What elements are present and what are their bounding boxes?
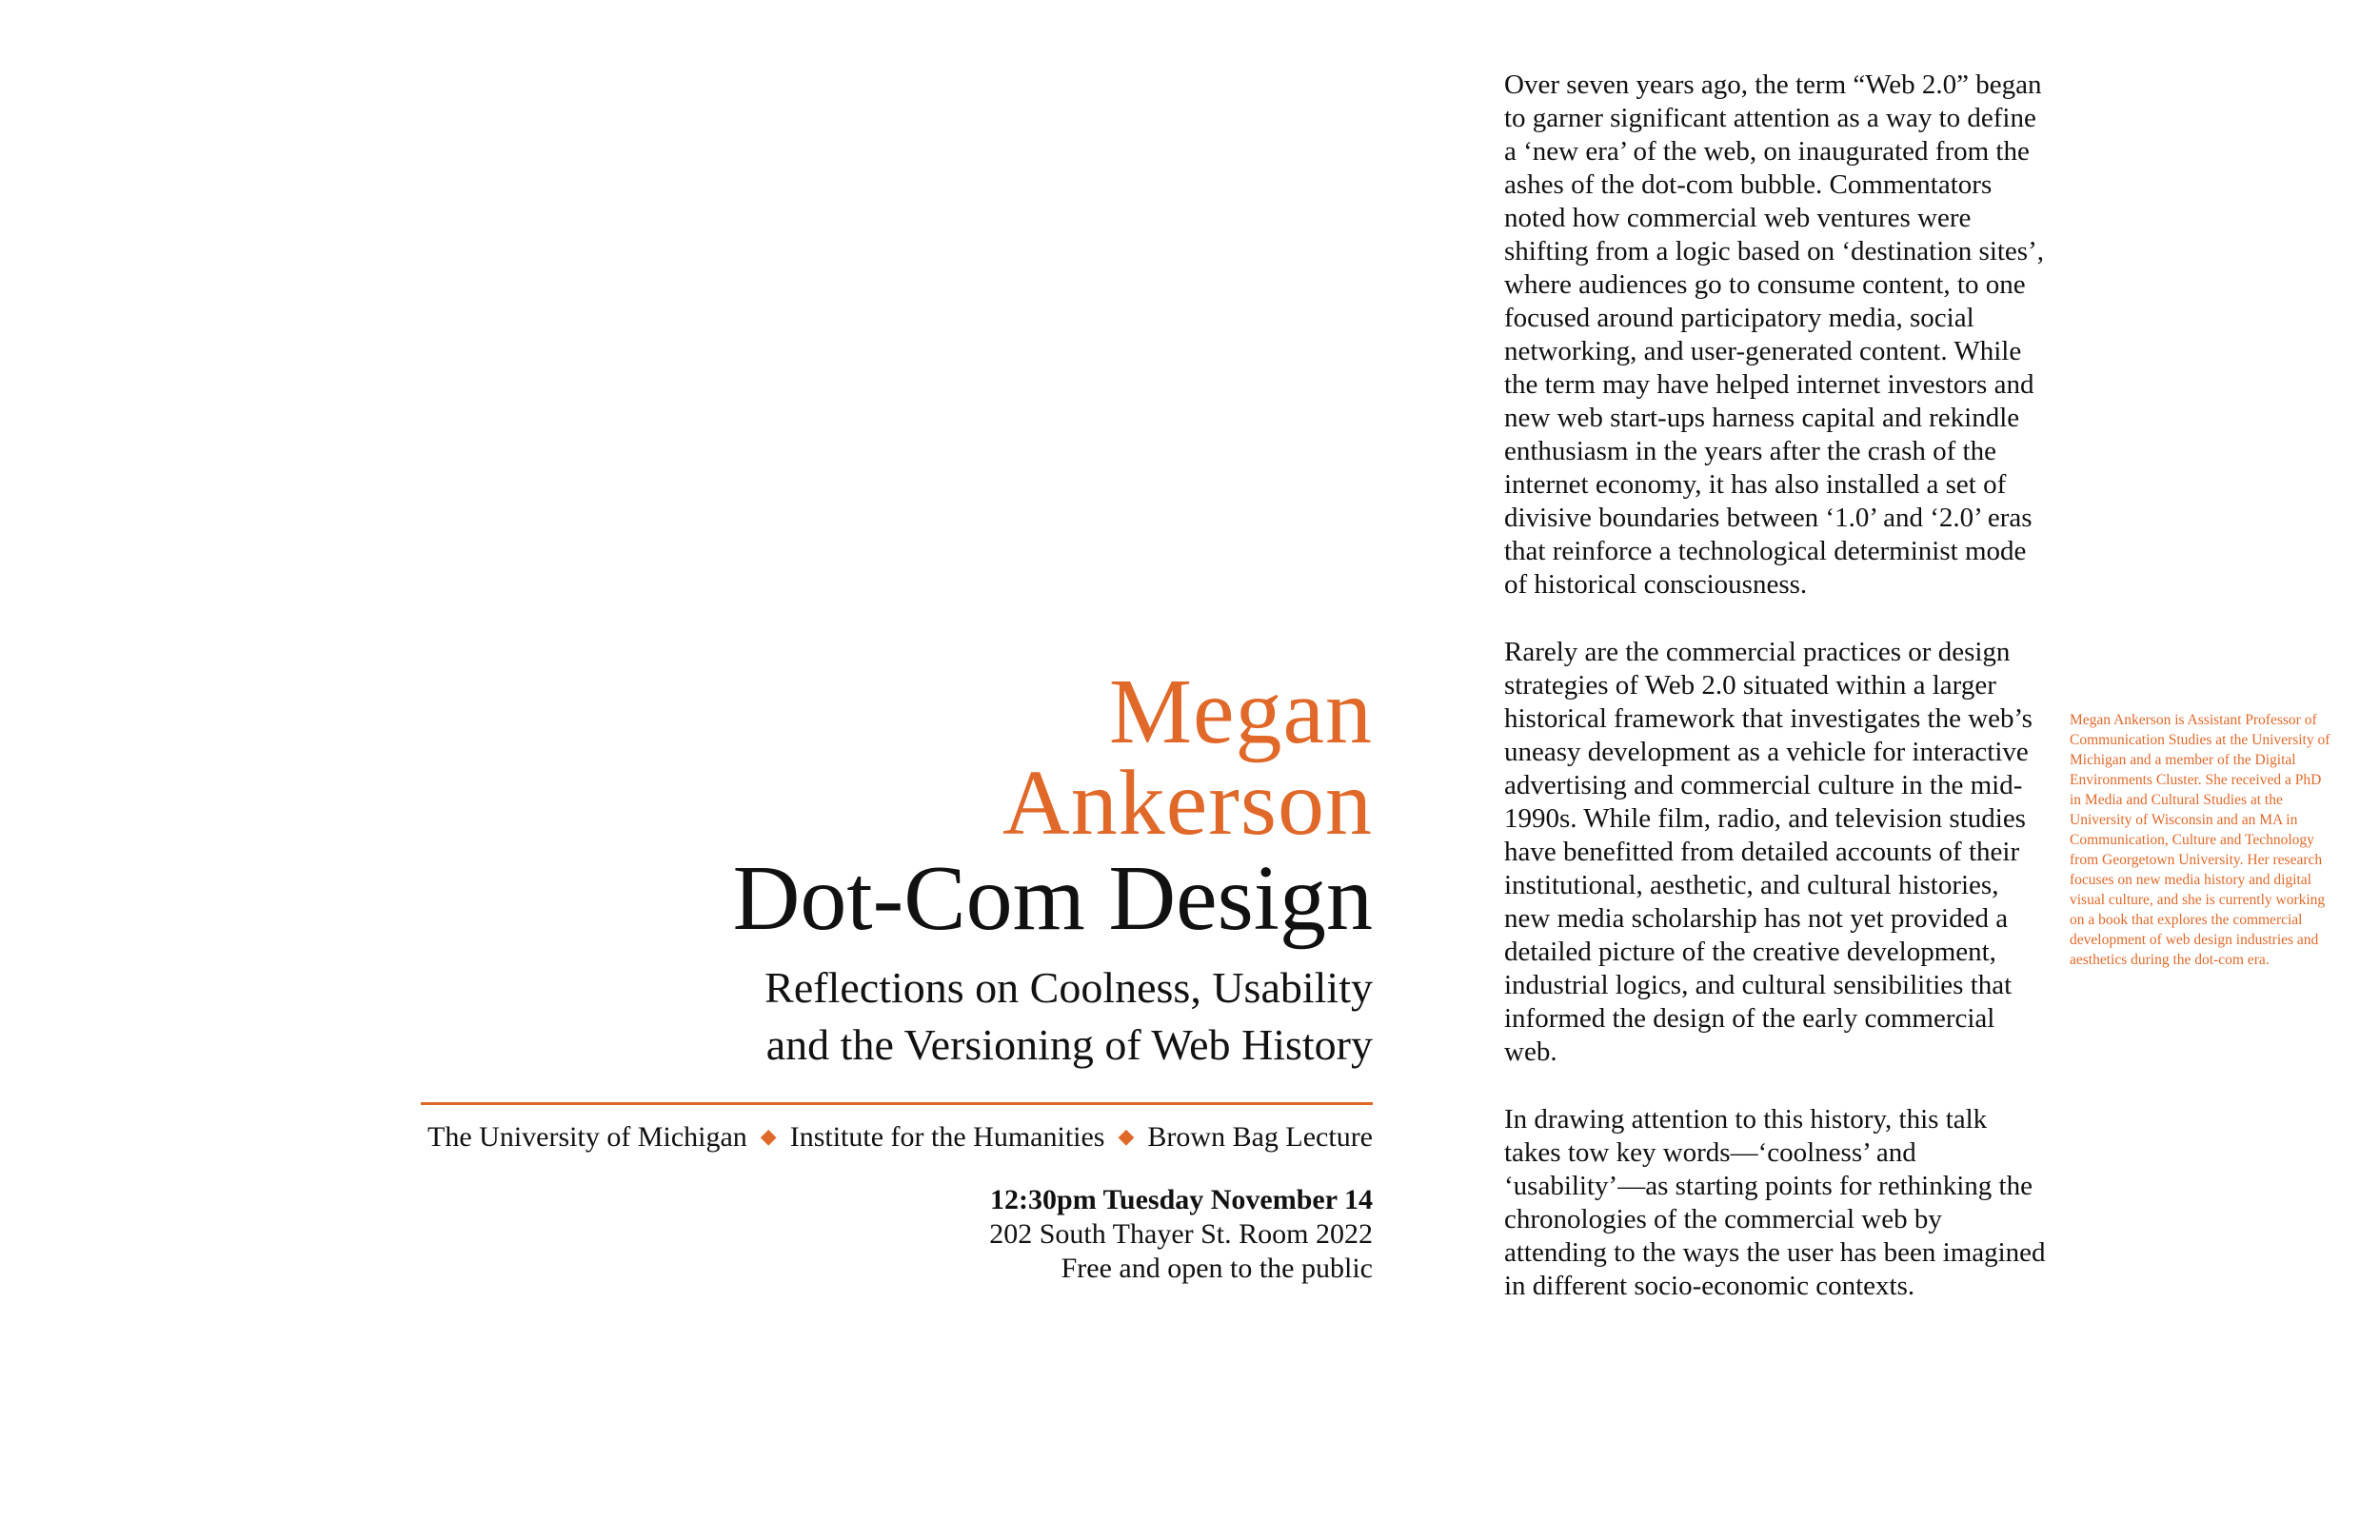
event-note: Free and open to the public [1061, 1253, 1373, 1284]
lecture-subtitle [326, 959, 1373, 1074]
diamond-icon: ◆ [760, 1124, 777, 1148]
speaker-first-name: Megan [1108, 661, 1373, 763]
event-details [326, 1183, 1373, 1286]
affiliation-institute: Institute for the Humanities [789, 1121, 1105, 1153]
speaker-last-name: Ankerson [1002, 752, 1373, 855]
event-location: 202 South Thayer St. Room 2022 [989, 1218, 1373, 1250]
affiliation-series: Brown Bag Lecture [1147, 1121, 1373, 1153]
abstract-paragraph-2: Rarely are the commercial practices or design strategies of Web 2.0 situated within a larger historical framework that investigates the web’s uneasy development as a vehicle for interactive advertising and commercial culture in the mid-1990s. While film, radio, and television studies have benefitted from detailed accounts of their institutional, aesthetic, and cultural histories, new media scholarship has not yet provided a detailed picture of the creative development, industrial logics, and cultural sensibilities that informed the design of the early commercial web. [1504, 637, 2033, 1067]
subtitle-line-1: Reflections on Coolness, Usability [764, 963, 1373, 1012]
abstract-paragraph-3: In drawing attention to this history, this talk takes tow key words—‘coolness’ and ‘usability’—as starting points for rethinking the chronologies of the commercial web by attending to the ways the user has been imagined in different socio-economic contexts. [1504, 1104, 2046, 1301]
abstract-column [1504, 69, 2047, 1337]
event-time: 12:30pm Tuesday November 14 [990, 1184, 1373, 1215]
speaker-bio: Megan Ankerson is Assistant Professor of Communication Studies at the University of Michigan and a member of the Digital Environments Cluster. She received a PhD in Media and Cultural Studies at the University of Wisconsin and an MA in Communication, Culture and Technology from Georgetown University. Her research focuses on new media history and digital visual culture, and she is currently working on a book that explores the commercial development of web design industries and aesthetics during the dot-com era. [2070, 712, 2330, 968]
subtitle-line-2: and the Versioning of Web History [765, 1020, 1373, 1069]
affiliation-university: The University of Michigan [427, 1121, 747, 1153]
title-block [326, 661, 1373, 1286]
divider-rule [421, 1102, 1373, 1105]
abstract-paragraph-1: Over seven years ago, the term “Web 2.0” began to garner significant attention as a way to define a ‘new era’ of the web, on inaugurated from the ashes of the dot-com bubble. Commentators noted how commercial web ventures were shifting from a logic based on ‘destination sites’, where audiences go to consume content, to one focused around participatory media, social networking, and user-generated content. While the term may have helped internet investors and new web start-ups harness capital and rekindle enthusiasm in the years after the crash of the internet economy, it has also installed a set of divisive boundaries between ‘1.0’ and ‘2.0’ eras that reinforce a technological determinist mode of historical consciousness. [1504, 69, 2045, 600]
lecture-title: Dot-Com Design [732, 847, 1373, 950]
diamond-icon: ◆ [1118, 1124, 1135, 1148]
affiliation-line [326, 1118, 1373, 1158]
